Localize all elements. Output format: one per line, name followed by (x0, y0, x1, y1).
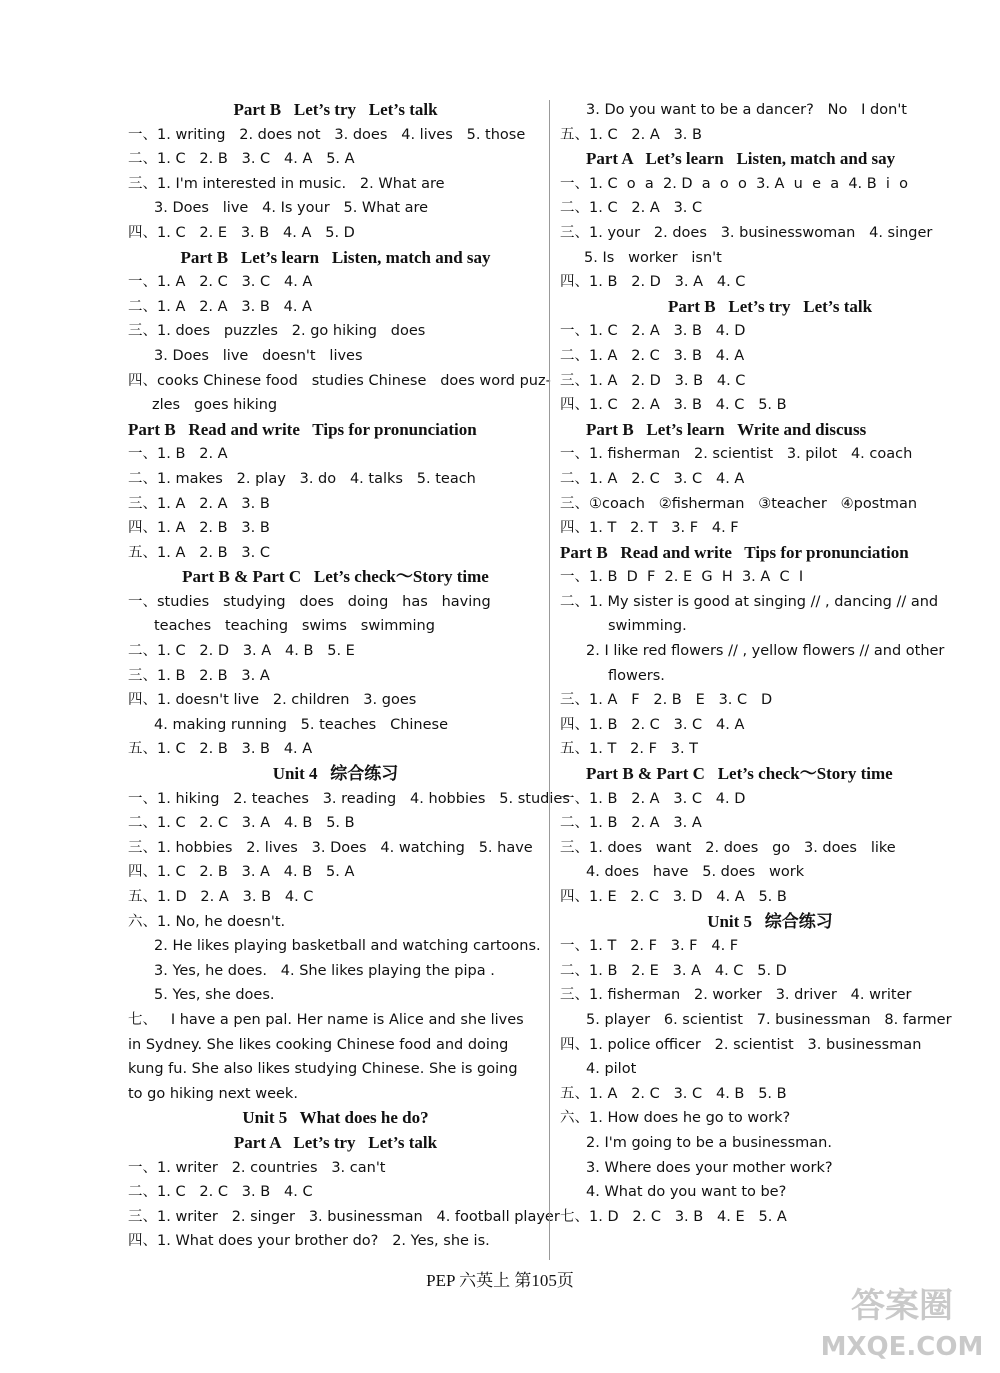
answer-line: 二、1. C 2. B 3. C 4. A 5. A (128, 151, 355, 168)
answer-line: 2. I'm going to be a businessman. (586, 1134, 832, 1151)
answer-line: 二、1. My sister is good at singing // , dancing // and (560, 593, 939, 610)
answer-line: 一、1. hiking 2. teaches 3. reading 4. hobbies 5. studies (128, 790, 570, 807)
answer-line: 三、1. I'm interested in music. 2. What are (128, 175, 445, 192)
answer-line: 二、1. makes 2. play 3. do 4. talks 5. teach (128, 470, 476, 487)
answer-line: 一、1. C 2. A 3. B 4. D (560, 323, 746, 340)
answer-line: 五、1. A 2. B 3. C (128, 544, 270, 561)
section-heading: Part B Let’s try Let’s talk (233, 100, 438, 119)
answer-line: kung fu. She also likes studying Chinese. She is going (128, 1061, 518, 1078)
answer-line: 四、cooks Chinese food studies Chinese does word puz- (128, 372, 551, 389)
answer-line: 5. player 6. scientist 7. businessman 8. farmer (586, 1011, 952, 1028)
answer-line: 四、1. What does your brother do? 2. Yes, she is. (128, 1233, 490, 1250)
answer-line: 4. pilot (586, 1061, 637, 1078)
answer-line: 五、1. C 2. A 3. B (560, 126, 702, 143)
answer-line: 三、1. B 2. B 3. A (128, 667, 270, 684)
answer-line: 四、1. police officer 2. scientist 3. businessman (560, 1036, 922, 1053)
section-heading: Part B Let’s learn Listen, match and say (180, 247, 491, 267)
section-heading: Part B & Part C Let’s check～Story time (182, 567, 489, 587)
watermark-logo (812, 1277, 992, 1367)
answer-line: 2. He likes playing basketball and watching cartoons. (154, 938, 541, 955)
answer-line: 二、1. C 2. A 3. C (560, 200, 703, 217)
answer-line: 五、1. D 2. A 3. B 4. C (128, 889, 314, 905)
answer-line: 一、1. B D F 2. E G H 3. A C I (560, 569, 804, 586)
section-heading: Unit 5 综合练习 (707, 911, 833, 931)
section-heading: Part B Let’s try Let’s talk (667, 296, 873, 316)
answer-line: 二、1. B 2. A 3. A (560, 815, 702, 832)
answer-line: zles goes hiking (152, 397, 278, 414)
section-heading: Unit 5 What does he do? (242, 1108, 429, 1128)
answer-line: 3. Do you want to be a dancer? No I don't (586, 102, 907, 118)
answer-line: 3. Where does your mother work? (586, 1159, 833, 1176)
answer-line: 三、1. A 2. A 3. B (128, 495, 270, 512)
answer-line: 五、1. T 2. F 3. T (560, 741, 699, 758)
answer-line: 5. Is worker isn't (584, 249, 722, 266)
answer-line: 一、studies studying does doing has having (128, 593, 491, 610)
watermark-top: 答案圈 (851, 1286, 953, 1326)
section-heading: Part B Read and write Tips for pronunciation (128, 419, 477, 439)
section-heading: Part B Let’s learn Write and discuss (586, 419, 867, 439)
column-divider (549, 100, 550, 1260)
answer-line: 一、1. B 2. A (128, 446, 228, 463)
answer-line: 一、1. A 2. C 3. C 4. A (128, 274, 313, 291)
answer-line: 四、1. C 2. B 3. A 4. B 5. A (128, 864, 355, 881)
answer-line: swimming. (608, 618, 687, 635)
page-footer: PEP 六英上 第105页 (426, 1271, 574, 1290)
answer-line: 四、1. B 2. C 3. C 4. A (560, 716, 745, 733)
answer-line: 五、1. C 2. B 3. B 4. A (128, 741, 313, 758)
answer-line: 一、1. B 2. A 3. C 4. D (560, 790, 746, 807)
answer-line: 3. Does live doesn't lives (154, 347, 363, 364)
answer-line: 三、1. does want 2. does go 3. does like (560, 839, 896, 856)
answer-line: 3. Yes, he does. 4. She likes playing the pipa . (154, 962, 495, 979)
watermark-bottom: MXQE.COM (820, 1332, 984, 1362)
answer-line: 一、1. writing 2. does not 3. does 4. lives 5. those (128, 126, 526, 143)
answer-line: 一、1. T 2. F 3. F 4. F (560, 938, 739, 955)
answer-line: 三、1. fisherman 2. worker 3. driver 4. writer (560, 987, 912, 1004)
right-answer-column (560, 98, 980, 1229)
answer-line: 三、1. your 2. does 3. businesswoman 4. singer (560, 224, 933, 241)
left-answer-column (128, 98, 570, 1254)
answer-line: 二、1. A 2. C 3. C 4. A (560, 470, 745, 487)
section-heading: Part B Read and write Tips for pronunciation (560, 542, 909, 562)
answer-line: 二、1. A 2. A 3. B 4. A (128, 298, 312, 315)
answer-line: 二、1. C 2. C 3. B 4. C (128, 1184, 313, 1201)
section-heading: Part A Let’s try Let’s talk (233, 1132, 438, 1152)
answer-line: 七、1. D 2. C 3. B 4. E 5. A (560, 1208, 787, 1225)
answer-line: 4. does have 5. does work (586, 864, 805, 881)
answer-line: to go hiking next week. (128, 1085, 298, 1102)
answer-line: 三、1. does puzzles 2. go hiking does (128, 323, 426, 340)
section-heading: Unit 4 综合练习 (272, 764, 399, 784)
answer-line: 二、1. C 2. D 3. A 4. B 5. E (128, 643, 355, 660)
answer-line: 四、1. C 2. E 3. B 4. A 5. D (128, 224, 355, 241)
answer-line: 二、1. B 2. E 3. A 4. C 5. D (560, 962, 787, 979)
answer-line: 四、1. A 2. B 3. B (128, 520, 270, 537)
answer-line: in Sydney. She likes cooking Chinese food and doing (128, 1036, 509, 1053)
answer-line: 4. What do you want to be? (586, 1184, 787, 1201)
answer-line: 五、1. A 2. C 3. C 4. B 5. B (560, 1085, 787, 1102)
answer-line: 四、1. doesn't live 2. children 3. goes (128, 692, 417, 709)
answer-line: 一、1. writer 2. countries 3. can't (128, 1159, 386, 1176)
answer-line: 三、1. A F 2. B E 3. C D (560, 692, 773, 709)
section-heading: Part B & Part C Let’s check～Story time (586, 764, 893, 784)
answer-line: teaches teaching swims swimming (154, 618, 435, 635)
answer-line: 七、 I have a pen pal. Her name is Alice and she lives (128, 1011, 524, 1028)
answer-line: 四、1. C 2. A 3. B 4. C 5. B (560, 397, 787, 414)
answer-line: 四、1. B 2. D 3. A 4. C (560, 274, 746, 291)
answer-line: 二、1. A 2. C 3. B 4. A (560, 347, 745, 364)
section-heading: Part A Let’s learn Listen, match and say (586, 149, 896, 169)
answer-line: 三、1. A 2. D 3. B 4. C (560, 372, 746, 389)
answer-line: 三、1. writer 2. singer 3. businessman 4. football player (128, 1208, 560, 1225)
answer-line: 4. making running 5. teaches Chinese (154, 716, 448, 733)
answer-line: 二、1. C 2. C 3. A 4. B 5. B (128, 815, 355, 832)
answer-line: 一、1. C o a 2. D a o o 3. A u e a 4. B i o (560, 175, 909, 192)
answer-line: 四、1. E 2. C 3. D 4. A 5. B (560, 889, 787, 905)
answer-line: 三、①coach ②fisherman ③teacher ④postman (560, 495, 918, 512)
answer-line: flowers. (608, 667, 665, 684)
answer-line: 3. Does live 4. Is your 5. What are (154, 200, 429, 217)
answer-line: 2. I like red flowers // , yellow flowers // and other (586, 643, 945, 660)
answer-line: 六、1. No, he doesn't. (128, 913, 286, 930)
answer-line: 四、1. T 2. T 3. F 4. F (560, 520, 739, 537)
answer-line: 5. Yes, she does. (154, 987, 275, 1004)
answer-line: 三、1. hobbies 2. lives 3. Does 4. watching 5. have (128, 839, 533, 856)
answer-line: 六、1. How does he go to work? (560, 1110, 791, 1127)
answer-line: 一、1. fisherman 2. scientist 3. pilot 4. coach (560, 446, 913, 463)
